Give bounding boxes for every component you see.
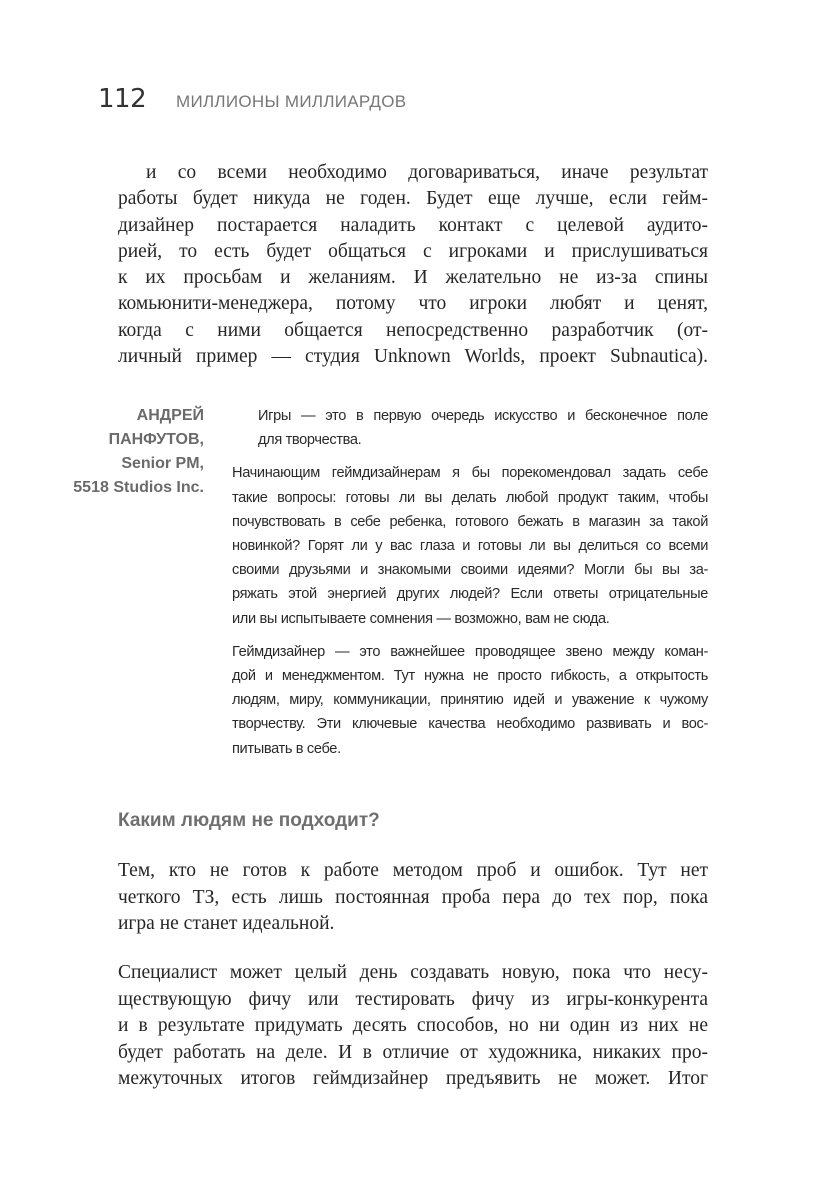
text-line: рией, то есть будет общаться с игроками и прислушиваться (118, 240, 708, 262)
text-line: творчеству. Эти ключевые качества необходимо развивать и вос- (232, 716, 708, 733)
text-line: почувствовать в себе ребенка, готового бежать в магазин за такой (232, 513, 708, 530)
quote-paragraph (232, 640, 708, 761)
quote-paragraph (232, 461, 708, 630)
text-line: дой и менеджментом. Тут нужна не просто гибкость, а открытость (232, 668, 708, 685)
text-line: своими друзьями и знакомыми своими идеями? Могли бы вы за- (232, 562, 708, 579)
body-paragraph (118, 858, 708, 938)
body-paragraph-continued (118, 160, 708, 370)
text-line: личный пример — студия Unknown Worlds, проект Subnautica). (118, 346, 708, 368)
text-line: для творчества. (258, 432, 362, 449)
text-line: и в результате придумать десять способов, но ни один из них не (118, 1015, 708, 1036)
text-line: Начинающим геймдизайнерам я бы порекомендовал задать себе (232, 465, 708, 482)
text-line: ряжать этой энергией других людей? Если ответы отрицательные (232, 586, 708, 603)
author-name-first: АНДРЕЙ (136, 407, 204, 424)
text-line: людям, миру, коммуникации, принятию идей и уважение к чужому (232, 692, 708, 709)
expert-quote (232, 404, 708, 770)
text-line: когда с ними общается непосредственно разработчик (от- (118, 319, 708, 341)
text-line: Специалист может целый день создавать новую, пока что несу- (118, 962, 708, 983)
section-heading: Каким людям не подходит? (118, 810, 380, 831)
text-line: или вы испытываете сомнения — возможно, вам не сюда. (232, 610, 610, 627)
quote-paragraph (232, 404, 708, 452)
author-name-last: ПАНФУТОВ, (108, 431, 204, 448)
author-role: Senior PM, (121, 455, 204, 472)
running-head: МИЛЛИОНЫ МИЛЛИАРДОВ (176, 92, 407, 111)
text-line: Игры — это в первую очередь искусство и бесконечное поле (258, 408, 708, 424)
quote-author (40, 404, 204, 500)
text-line: питывать в себе. (232, 740, 341, 757)
text-line: комьюнити-менеджера, потому что игроки любят и ценят, (118, 293, 708, 315)
text-line: и со всеми необходимо договариваться, иначе результат (146, 162, 708, 183)
text-line: такие вопросы: готовы ли вы делать любой продукт таким, чтобы (232, 489, 708, 506)
text-line: Геймдизайнер — это важнейшее проводящее звено между коман- (232, 643, 708, 660)
text-line: межуточных итогов геймдизайнер предъявить не может. Итог (118, 1068, 708, 1089)
text-line: будет работать на деле. И в отличие от художника, никаких про- (118, 1041, 708, 1063)
body-paragraph (118, 960, 708, 1093)
text-line: Тем, кто не готов к работе методом проб и ошибок. Тут нет (118, 860, 708, 881)
text-line: дизайнер постарается наладить контакт с целевой аудито- (118, 214, 708, 236)
page-number: 112 (98, 84, 147, 114)
text-line: новинкой? Горят ли у вас глаза и готовы ли вы делиться со всеми (232, 538, 708, 555)
text-line: работы будет никуда не годен. Будет еще лучше, если гейм- (118, 188, 708, 210)
text-line: четкого ТЗ, есть лишь постоянная проба пера до тех пор, пока (118, 886, 708, 908)
author-company: 5518 Studios Inc. (73, 479, 204, 496)
text-line: ществующую фичу или тестировать фичу из игры-конкурента (118, 988, 708, 1010)
text-line: к их просьбам и желаниям. И желательно не из-за спины (118, 267, 708, 289)
text-line: игра не станет идеальной. (118, 913, 335, 934)
